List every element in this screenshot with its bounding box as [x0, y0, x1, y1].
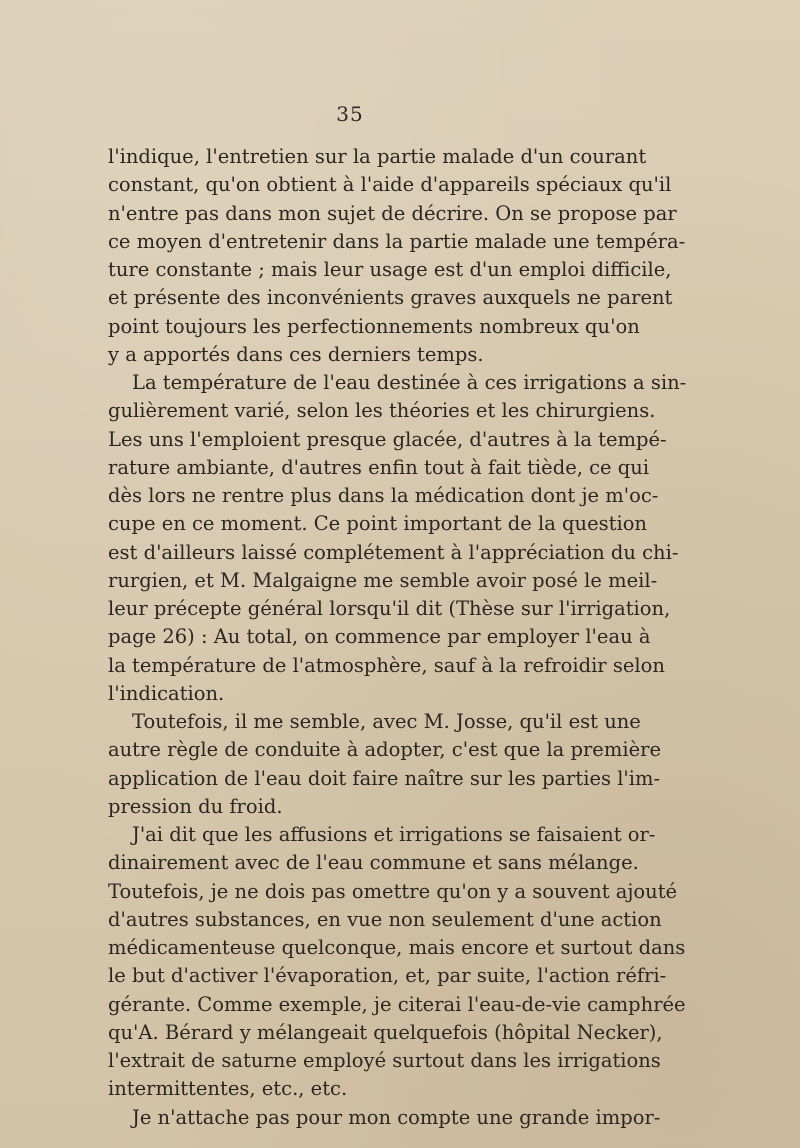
- text-line: autre règle de conduite à adopter, c'est que la première: [108, 738, 661, 762]
- text-line: qu'A. Bérard y mélangeait quelquefois (hôpital Necker),: [108, 1020, 663, 1044]
- text-line: médicamenteuse quelconque, mais encore et surtout dans: [108, 936, 686, 959]
- text-line: Je n'attache pas pour mon compte une grande impor-: [132, 1105, 661, 1129]
- text-line: l'extrait de saturne employé surtout dans les irrigations: [108, 1049, 661, 1072]
- text-line: gulièrement varié, selon les théories et les chirurgiens.: [108, 399, 656, 423]
- text-line: application de l'eau doit faire naître sur les parties l'im-: [108, 766, 661, 790]
- text-line: rurgien, et M. Malgaigne me semble avoir posé le meil-: [108, 568, 658, 592]
- text-line: cupe en ce moment. Ce point important de la question: [108, 512, 647, 536]
- text-line: Toutefois, je ne dois pas omettre qu'on y a souvent ajouté: [108, 879, 678, 903]
- text-line: est d'ailleurs laissé complétement à l'appréciation du chi-: [108, 540, 679, 564]
- text-line: l'indication.: [108, 681, 225, 705]
- text-line: y a apportés dans ces derniers temps.: [108, 342, 484, 366]
- text-line: Toutefois, il me semble, avec M. Josse, qu'il est une: [132, 710, 641, 733]
- text-line: leur précepte général lorsqu'il dit (Thèse sur l'irrigation,: [108, 597, 671, 620]
- text-line: dès lors ne rentre plus dans la médication dont je m'oc-: [108, 484, 659, 507]
- page-number: 35: [336, 102, 364, 126]
- text-line: constant, qu'on obtient à l'aide d'appareils spéciaux qu'il: [108, 173, 672, 197]
- paragraph: [108, 369, 687, 708]
- text-line: d'autres substances, en vue non seulement d'une action: [108, 907, 662, 931]
- text-line: intermittentes, etc., etc.: [108, 1077, 348, 1101]
- paragraph: [108, 708, 661, 821]
- text-line: pression du froid.: [108, 794, 283, 818]
- text-line: le but d'activer l'évaporation, et, par suite, l'action réfri-: [108, 964, 667, 988]
- text-line: gérante. Comme exemple, je citerai l'eau-de-vie camphrée: [108, 992, 686, 1016]
- body-text: [108, 143, 687, 1132]
- paragraph: [108, 143, 686, 369]
- text-line: dinairement avec de l'eau commune et sans mélange.: [108, 851, 639, 875]
- text-line: point toujours les perfectionnements nombreux qu'on: [108, 314, 640, 338]
- text-line: la température de l'atmosphère, sauf à la refroidir selon: [108, 653, 665, 677]
- text-line: Les uns l'emploient presque glacée, d'autres à la tempé-: [108, 427, 667, 451]
- text-line: ce moyen d'entretenir dans la partie malade une tempéra-: [108, 229, 686, 253]
- text-line: n'entre pas dans mon sujet de décrire. On se propose par: [108, 201, 677, 225]
- paragraph: [108, 1104, 661, 1132]
- text-line: La température de l'eau destinée à ces irrigations a sin-: [132, 371, 687, 394]
- text-line: rature ambiante, d'autres enfin tout à fait tiède, ce qui: [108, 455, 650, 479]
- text-line: l'indique, l'entretien sur la partie malade d'un courant: [108, 145, 647, 168]
- text-line: J'ai dit que les affusions et irrigations se faisaient or-: [132, 823, 656, 846]
- text-line: et présente des inconvénients graves auxquels ne parent: [108, 286, 673, 310]
- text-line: page 26) : Au total, on commence par employer l'eau à: [108, 625, 651, 649]
- paragraph: [108, 821, 686, 1104]
- text-line: ture constante ; mais leur usage est d'un emploi difficile,: [108, 258, 672, 281]
